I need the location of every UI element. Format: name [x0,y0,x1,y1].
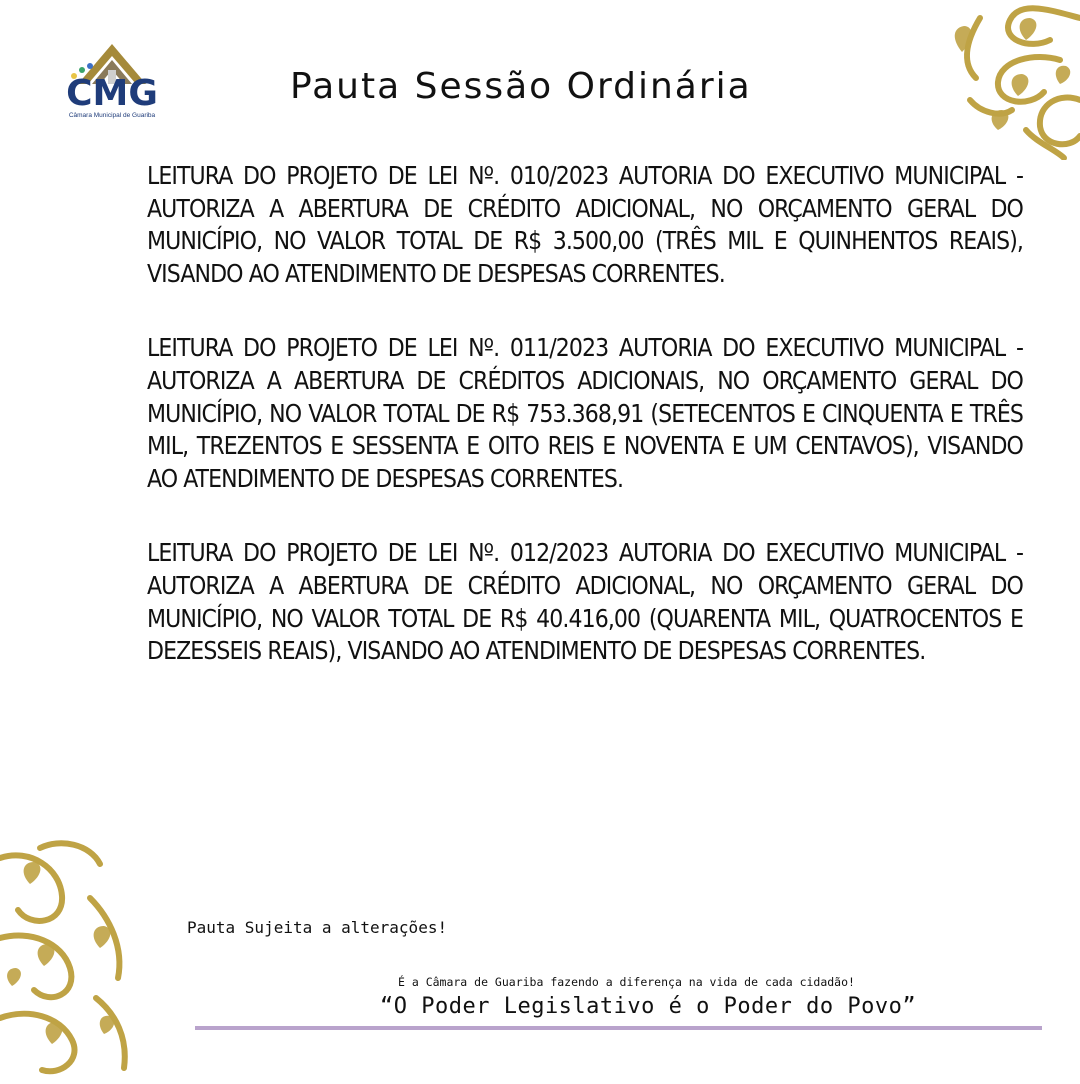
floral-ornament-icon [940,0,1080,160]
logo-subtitle: Câmara Municipal de Guariba [68,112,156,119]
logo-letters: CMG [66,73,158,114]
cmg-logo [52,36,172,126]
tagline: É a Câmara de Guariba fazendo a diferença na vida de cada cidadão! [398,975,855,989]
agenda-note: Pauta Sujeita a alterações! [187,918,448,937]
footer-divider [195,1026,1042,1030]
motto-quote: “O Poder Legislativo é o Poder do Povo” [380,994,917,1019]
agenda-item: LEITURA DO PROJETO DE LEI Nº. 011/2023 AUTORIA DO EXECUTIVO MUNICIPAL - AUTORIZA A ABERTURA DE CRÉDITOS ADICIONAIS, NO ORÇAMENTO GERAL DO MUNICÍPIO, NO VALOR TOTAL DE R$ 753.368,91 (SETECENTOS E CINQUENTA E TRÊS MIL, TREZENTOS E SESSENTA E OITO REIS E NOVENTA E UM CENTAVOS), VISANDO AO ATENDIMENTO DE DESPESAS CORRENTES. [147,333,1023,493]
agenda-list [147,160,1023,710]
agenda-item: LEITURA DO PROJETO DE LEI Nº. 012/2023 AUTORIA DO EXECUTIVO MUNICIPAL - AUTORIZA A ABERTURA DE CRÉDITO ADICIONAL, NO ORÇAMENTO GERAL DO MUNICÍPIO, NO VALOR TOTAL DE R$ 40.416,00 (QUARENTA MIL, QUATROCENTOS E DEZESSEIS REAIS), VISANDO AO ATENDIMENTO DE DESPESAS CORRENTES. [147,538,1023,666]
agenda-item: LEITURA DO PROJETO DE LEI Nº. 010/2023 AUTORIA DO EXECUTIVO MUNICIPAL - AUTORIZA A ABERTURA DE CRÉDITO ADICIONAL, NO ORÇAMENTO GERAL DO MUNICÍPIO, NO VALOR TOTAL DE R$ 3.500,00 (TRÊS MIL E QUINHENTOS REAIS), VISANDO AO ATENDIMENTO DE DESPESAS CORRENTES. [147,161,1023,288]
page-title: Pauta Sessão Ordinária [290,66,752,107]
floral-ornament-icon [0,838,135,1080]
